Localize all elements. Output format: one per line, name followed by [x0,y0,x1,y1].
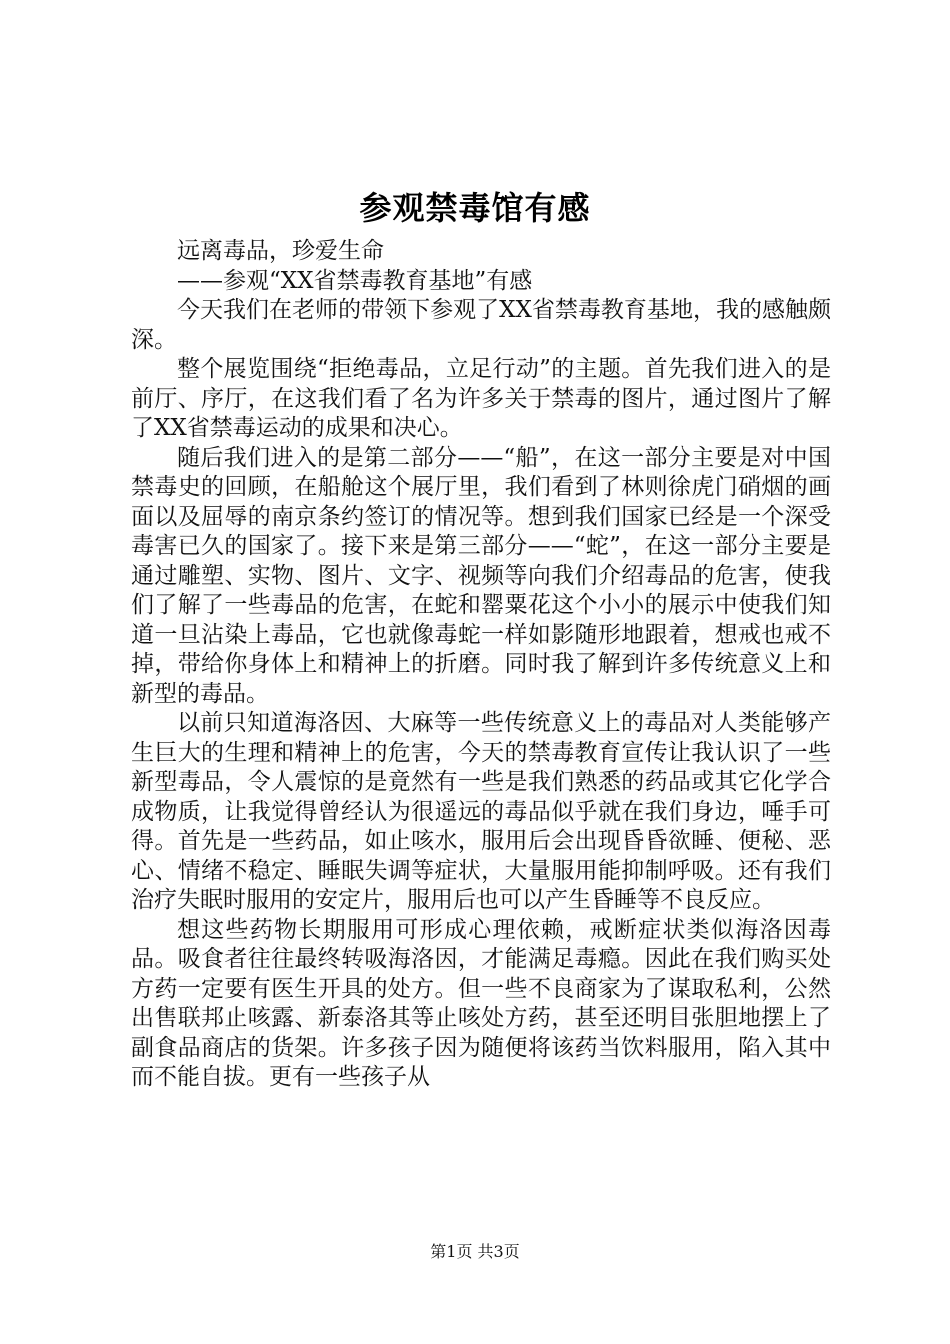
body-paragraph: 今天我们在老师的带领下参观了XX省禁毒教育基地，我的感触颇深。 [131,297,831,353]
body-paragraph: 随后我们进入的是第二部分——“船”，在这一部分主要是对中国禁毒史的回顾，在船舱这个展厅里，我们看到了林则徐虎门硝烟的画面以及屈辱的南京条约签订的情况等。想到我们国家已经是一个深受毒害已久的国家了。接下来是第三部分——“蛇”，在这一部分主要是通过雕塑、实物、图片、文字、视频等向我们介绍毒品的危害，使我们了解了一些毒品的危害，在蛇和罂粟花这个小小的展示中使我们知道一旦沾染上毒品，它也就像毒蛇一样如影随形地跟着，想戒也戒不掉，带给你身体上和精神上的折磨。同时我了解到许多传统意义上和新型的毒品。 [131,444,831,707]
document-title: 参观禁毒馆有感 [359,189,591,227]
body-paragraph: 以前只知道海洛因、大麻等一些传统意义上的毒品对人类能够产生巨大的生理和精神上的危害，今天的禁毒教育宣传让我认识了一些新型毒品，令人震惊的是竟然有一些是我们熟悉的药品或其它化学合成物质，让我觉得曾经认为很遥远的毒品似乎就在我们身边，唾手可得。首先是一些药品，如止咳水，服用后会出现昏昏欲睡、便秘、恶心、情绪不稳定、睡眠失调等症状，大量服用能抑制呼吸。还有我们治疗失眠时服用的安定片，服用后也可以产生昏睡等不良反应。 [131,710,831,913]
page-footer: 第1页 共3页 [430,1242,520,1261]
subtitle-line: 远离毒品，珍爱生命 [177,238,384,264]
document-body [131,237,831,1093]
body-paragraph: 想这些药物长期服用可形成心理依赖，戒断症状类似海洛因毒品。吸食者往往最终转吸海洛因，才能满足毒瘾。因此在我们购买处方药一定要有医生开具的处方。但一些不良商家为了谋取私利，公然出售联邦止咳露、新泰洛其等止咳处方药，甚至还明目张胆地摆上了副食品商店的货架。许多孩子因为随便将该药当饮料服用，陷入其中而不能自拔。更有一些孩子从 [131,916,831,1090]
subtitle-line: ——参观“XX省禁毒教育基地”有感 [177,267,533,294]
body-paragraph: 整个展览围绕“拒绝毒品，立足行动”的主题。首先我们进入的是前厅、序厅，在这我们看了名为许多关于禁毒的图片，通过图片了解了XX省禁毒运动的成果和决心。 [131,356,831,441]
